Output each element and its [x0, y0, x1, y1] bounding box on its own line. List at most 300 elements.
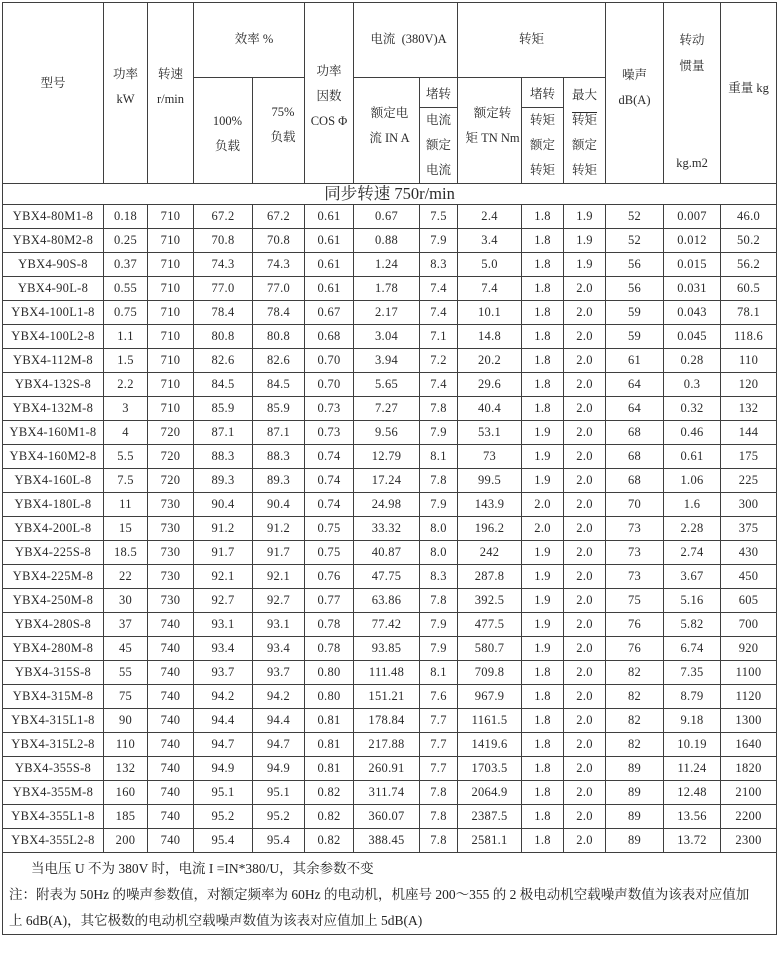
cell-eff-100: 90.4 — [194, 493, 253, 517]
cell-rated-torque-nm: 2.4 — [458, 205, 522, 229]
cell-model: YBX4-90L-8 — [3, 277, 104, 301]
cell-eff-75: 90.4 — [253, 493, 305, 517]
cell-model: YBX4-315L2-8 — [3, 733, 104, 757]
cell-max-torque-ratio: 2.0 — [564, 445, 606, 469]
cell-weight-kg: 60.5 — [721, 277, 777, 301]
cell-noise-db: 75 — [606, 589, 664, 613]
cell-rated-torque-nm: 14.8 — [458, 325, 522, 349]
cell-eff-100: 67.2 — [194, 205, 253, 229]
cell-lr-current-ratio: 7.4 — [420, 301, 458, 325]
table-row — [3, 589, 777, 613]
cell-eff-100: 94.9 — [194, 757, 253, 781]
power-label: 功率 — [112, 67, 138, 81]
cell-power-kw: 110 — [104, 733, 148, 757]
cell-lr-torque-ratio: 1.8 — [522, 685, 564, 709]
cell-lr-torque-ratio: 1.9 — [522, 421, 564, 445]
cell-lr-current-ratio: 7.9 — [420, 493, 458, 517]
cell-max-torque-ratio: 2.0 — [564, 685, 606, 709]
cell-weight-kg: 50.2 — [721, 229, 777, 253]
cell-rated-current-a: 0.67 — [354, 205, 420, 229]
cell-model: YBX4-160L-8 — [3, 469, 104, 493]
cell-lr-torque-ratio: 1.8 — [522, 277, 564, 301]
cell-speed-rpm: 730 — [148, 517, 194, 541]
cell-eff-100: 93.4 — [194, 637, 253, 661]
cell-cos-phi: 0.82 — [305, 829, 354, 853]
cell-rated-current-a: 111.48 — [354, 661, 420, 685]
col-header-max-torque-ratio: 最大 转矩 额定 转矩 — [564, 78, 606, 184]
table-row — [3, 613, 777, 637]
cell-rated-torque-nm: 2387.5 — [458, 805, 522, 829]
cell-eff-75: 93.1 — [253, 613, 305, 637]
cell-rated-current-a: 47.75 — [354, 565, 420, 589]
cell-model: YBX4-355L2-8 — [3, 829, 104, 853]
cell-model: YBX4-315M-8 — [3, 685, 104, 709]
cell-max-torque-ratio: 2.0 — [564, 757, 606, 781]
cell-eff-75: 94.7 — [253, 733, 305, 757]
cell-weight-kg: 700 — [721, 613, 777, 637]
col-header-model: 型号 — [3, 3, 104, 184]
cell-inertia-kgm2: 0.32 — [664, 397, 721, 421]
cell-weight-kg: 2300 — [721, 829, 777, 853]
cell-model: YBX4-90S-8 — [3, 253, 104, 277]
cell-eff-75: 91.2 — [253, 517, 305, 541]
cell-power-kw: 4 — [104, 421, 148, 445]
cell-cos-phi: 0.80 — [305, 661, 354, 685]
cell-weight-kg: 1100 — [721, 661, 777, 685]
cell-lr-torque-ratio: 1.8 — [522, 229, 564, 253]
cell-eff-100: 93.1 — [194, 613, 253, 637]
cell-eff-75: 78.4 — [253, 301, 305, 325]
cell-rated-current-a: 9.56 — [354, 421, 420, 445]
cell-model: YBX4-355L1-8 — [3, 805, 104, 829]
cell-rated-current-a: 260.91 — [354, 757, 420, 781]
col-header-load-75: 75% 负载 — [253, 78, 305, 184]
cell-rated-torque-nm: 967.9 — [458, 685, 522, 709]
cell-eff-100: 87.1 — [194, 421, 253, 445]
cell-eff-100: 74.3 — [194, 253, 253, 277]
cell-cos-phi: 0.67 — [305, 301, 354, 325]
cell-cos-phi: 0.78 — [305, 637, 354, 661]
speed-label: 转速 — [157, 67, 183, 81]
cell-weight-kg: 46.0 — [721, 205, 777, 229]
cell-power-kw: 160 — [104, 781, 148, 805]
cell-eff-75: 95.4 — [253, 829, 305, 853]
cell-inertia-kgm2: 0.28 — [664, 349, 721, 373]
cell-power-kw: 22 — [104, 565, 148, 589]
cell-eff-100: 95.1 — [194, 781, 253, 805]
cell-eff-75: 85.9 — [253, 397, 305, 421]
cell-rated-current-a: 217.88 — [354, 733, 420, 757]
cell-weight-kg: 1300 — [721, 709, 777, 733]
note-line-2: 注：附表为 50Hz 的噪声参数值，对额定频率为 60Hz 的电动机，机座号 200～355 的 2 极电动机空载噪声数值为该表对应值加 — [9, 887, 750, 902]
cell-model: YBX4-200L-8 — [3, 517, 104, 541]
cell-noise-db: 76 — [606, 613, 664, 637]
cell-weight-kg: 120 — [721, 373, 777, 397]
cell-model: YBX4-280S-8 — [3, 613, 104, 637]
cell-rated-current-a: 178.84 — [354, 709, 420, 733]
cell-max-torque-ratio: 2.0 — [564, 781, 606, 805]
cell-rated-torque-nm: 20.2 — [458, 349, 522, 373]
cell-rated-torque-nm: 580.7 — [458, 637, 522, 661]
cell-cos-phi: 0.81 — [305, 757, 354, 781]
motor-spec-table — [2, 2, 777, 935]
cell-lr-current-ratio: 7.8 — [420, 829, 458, 853]
table-row — [3, 205, 777, 229]
cell-eff-75: 95.2 — [253, 805, 305, 829]
cell-speed-rpm: 710 — [148, 253, 194, 277]
cell-eff-100: 92.7 — [194, 589, 253, 613]
cell-lr-torque-ratio: 2.0 — [522, 517, 564, 541]
cell-inertia-kgm2: 8.79 — [664, 685, 721, 709]
cell-eff-75: 89.3 — [253, 469, 305, 493]
cell-noise-db: 52 — [606, 205, 664, 229]
table-row — [3, 421, 777, 445]
table-row — [3, 709, 777, 733]
cell-rated-torque-nm: 2064.9 — [458, 781, 522, 805]
inertia-label: 转动 惯量 — [679, 33, 705, 73]
cell-noise-db: 68 — [606, 445, 664, 469]
cell-speed-rpm: 740 — [148, 829, 194, 853]
table-row — [3, 493, 777, 517]
cell-weight-kg: 175 — [721, 445, 777, 469]
cell-power-kw: 15 — [104, 517, 148, 541]
cell-lr-current-ratio: 7.9 — [420, 229, 458, 253]
cell-power-kw: 1.1 — [104, 325, 148, 349]
cell-cos-phi: 0.74 — [305, 493, 354, 517]
cell-weight-kg: 300 — [721, 493, 777, 517]
cell-cos-phi: 0.80 — [305, 685, 354, 709]
cell-rated-current-a: 5.65 — [354, 373, 420, 397]
table-row — [3, 517, 777, 541]
cell-eff-100: 77.0 — [194, 277, 253, 301]
cell-noise-db: 89 — [606, 829, 664, 853]
cell-model: YBX4-160M2-8 — [3, 445, 104, 469]
cell-model: YBX4-355S-8 — [3, 757, 104, 781]
cell-cos-phi: 0.68 — [305, 325, 354, 349]
cell-noise-db: 64 — [606, 397, 664, 421]
col-group-current: 电流 (380V)A — [354, 3, 458, 78]
cell-rated-torque-nm: 3.4 — [458, 229, 522, 253]
cell-max-torque-ratio: 2.0 — [564, 565, 606, 589]
cell-rated-current-a: 388.45 — [354, 829, 420, 853]
cell-eff-100: 82.6 — [194, 349, 253, 373]
cell-rated-current-a: 24.98 — [354, 493, 420, 517]
cell-inertia-kgm2: 6.74 — [664, 637, 721, 661]
cell-eff-100: 78.4 — [194, 301, 253, 325]
cell-noise-db: 70 — [606, 493, 664, 517]
cell-rated-torque-nm: 392.5 — [458, 589, 522, 613]
table-row — [3, 373, 777, 397]
cell-max-torque-ratio: 2.0 — [564, 661, 606, 685]
col-header-noise — [606, 3, 664, 184]
cell-speed-rpm: 730 — [148, 589, 194, 613]
cell-speed-rpm: 710 — [148, 229, 194, 253]
cell-lr-current-ratio: 7.7 — [420, 757, 458, 781]
cell-lr-torque-ratio: 1.9 — [522, 541, 564, 565]
pf-line1: 功率 — [316, 63, 342, 78]
cell-rated-torque-nm: 7.4 — [458, 277, 522, 301]
col-header-speed — [148, 3, 194, 184]
cell-rated-current-a: 7.27 — [354, 397, 420, 421]
cell-rated-torque-nm: 1419.6 — [458, 733, 522, 757]
cell-eff-75: 87.1 — [253, 421, 305, 445]
cell-rated-torque-nm: 40.4 — [458, 397, 522, 421]
cell-cos-phi: 0.73 — [305, 421, 354, 445]
cell-lr-torque-ratio: 1.8 — [522, 253, 564, 277]
cell-lr-torque-ratio: 1.8 — [522, 757, 564, 781]
cell-rated-torque-nm: 1703.5 — [458, 757, 522, 781]
cell-max-torque-ratio: 2.0 — [564, 493, 606, 517]
cell-lr-torque-ratio: 1.9 — [522, 589, 564, 613]
cell-inertia-kgm2: 0.012 — [664, 229, 721, 253]
table-row — [3, 685, 777, 709]
cell-rated-current-a: 1.24 — [354, 253, 420, 277]
cell-model: YBX4-180L-8 — [3, 493, 104, 517]
cell-inertia-kgm2: 10.19 — [664, 733, 721, 757]
cell-cos-phi: 0.75 — [305, 517, 354, 541]
cell-speed-rpm: 730 — [148, 541, 194, 565]
cell-noise-db: 64 — [606, 373, 664, 397]
cell-eff-75: 93.4 — [253, 637, 305, 661]
notes-row — [3, 853, 777, 935]
cell-lr-torque-ratio: 1.8 — [522, 373, 564, 397]
cell-model: YBX4-132S-8 — [3, 373, 104, 397]
cell-noise-db: 89 — [606, 805, 664, 829]
cell-cos-phi: 0.82 — [305, 805, 354, 829]
cell-inertia-kgm2: 0.61 — [664, 445, 721, 469]
cell-rated-current-a: 151.21 — [354, 685, 420, 709]
col-header-locked-rotor-torque-ratio: 堵转 转矩 额定 转矩 — [522, 78, 564, 184]
cell-rated-current-a: 311.74 — [354, 781, 420, 805]
cell-max-torque-ratio: 2.0 — [564, 541, 606, 565]
cell-power-kw: 45 — [104, 637, 148, 661]
cell-inertia-kgm2: 0.045 — [664, 325, 721, 349]
cell-max-torque-ratio: 2.0 — [564, 589, 606, 613]
cell-eff-75: 92.1 — [253, 565, 305, 589]
cell-noise-db: 68 — [606, 469, 664, 493]
power-unit: kW — [116, 92, 135, 106]
cell-rated-current-a: 17.24 — [354, 469, 420, 493]
cell-weight-kg: 1120 — [721, 685, 777, 709]
cell-cos-phi: 0.70 — [305, 349, 354, 373]
table-header — [3, 3, 777, 184]
cell-lr-current-ratio: 7.1 — [420, 325, 458, 349]
cell-model: YBX4-160M1-8 — [3, 421, 104, 445]
cell-speed-rpm: 740 — [148, 781, 194, 805]
cell-cos-phi: 0.81 — [305, 733, 354, 757]
cell-max-torque-ratio: 2.0 — [564, 325, 606, 349]
cell-max-torque-ratio: 2.0 — [564, 397, 606, 421]
cell-weight-kg: 605 — [721, 589, 777, 613]
cell-lr-torque-ratio: 1.8 — [522, 805, 564, 829]
cell-model: YBX4-250M-8 — [3, 589, 104, 613]
col-header-power-factor — [305, 3, 354, 184]
cell-cos-phi: 0.74 — [305, 445, 354, 469]
table-row — [3, 541, 777, 565]
cell-weight-kg: 430 — [721, 541, 777, 565]
cell-max-torque-ratio: 2.0 — [564, 517, 606, 541]
cell-lr-current-ratio: 7.5 — [420, 205, 458, 229]
notes-cell — [3, 853, 777, 935]
cell-noise-db: 82 — [606, 661, 664, 685]
cell-cos-phi: 0.75 — [305, 541, 354, 565]
cell-cos-phi: 0.61 — [305, 229, 354, 253]
cell-speed-rpm: 740 — [148, 637, 194, 661]
cell-speed-rpm: 740 — [148, 661, 194, 685]
cell-eff-100: 95.2 — [194, 805, 253, 829]
cell-model: YBX4-100L1-8 — [3, 301, 104, 325]
cell-eff-75: 94.9 — [253, 757, 305, 781]
cell-weight-kg: 225 — [721, 469, 777, 493]
cell-lr-current-ratio: 8.1 — [420, 445, 458, 469]
table-row — [3, 253, 777, 277]
cell-power-kw: 18.5 — [104, 541, 148, 565]
cell-rated-current-a: 63.86 — [354, 589, 420, 613]
cell-noise-db: 82 — [606, 685, 664, 709]
col-header-rated-torque: 额定转 矩 TN Nm — [458, 78, 522, 184]
cell-power-kw: 200 — [104, 829, 148, 853]
cell-speed-rpm: 720 — [148, 445, 194, 469]
cell-lr-current-ratio: 8.3 — [420, 565, 458, 589]
table-row — [3, 301, 777, 325]
cell-model: YBX4-315L1-8 — [3, 709, 104, 733]
cell-max-torque-ratio: 2.0 — [564, 421, 606, 445]
cell-lr-torque-ratio: 1.8 — [522, 205, 564, 229]
cell-rated-torque-nm: 196.2 — [458, 517, 522, 541]
cell-noise-db: 73 — [606, 541, 664, 565]
cell-power-kw: 132 — [104, 757, 148, 781]
cell-inertia-kgm2: 1.06 — [664, 469, 721, 493]
cell-power-kw: 37 — [104, 613, 148, 637]
cell-lr-current-ratio: 7.4 — [420, 277, 458, 301]
cell-speed-rpm: 710 — [148, 325, 194, 349]
cell-eff-75: 94.2 — [253, 685, 305, 709]
cell-eff-100: 84.5 — [194, 373, 253, 397]
cell-eff-100: 89.3 — [194, 469, 253, 493]
cell-cos-phi: 0.61 — [305, 277, 354, 301]
cell-speed-rpm: 740 — [148, 613, 194, 637]
table-row — [3, 469, 777, 493]
cell-max-torque-ratio: 2.0 — [564, 805, 606, 829]
cell-model: YBX4-355M-8 — [3, 781, 104, 805]
cell-max-torque-ratio: 2.0 — [564, 277, 606, 301]
cell-eff-75: 70.8 — [253, 229, 305, 253]
cell-lr-torque-ratio: 1.8 — [522, 301, 564, 325]
cell-max-torque-ratio: 2.0 — [564, 733, 606, 757]
cell-lr-current-ratio: 7.8 — [420, 589, 458, 613]
cell-max-torque-ratio: 2.0 — [564, 829, 606, 853]
cell-weight-kg: 118.6 — [721, 325, 777, 349]
cell-max-torque-ratio: 1.9 — [564, 229, 606, 253]
cell-power-kw: 2.2 — [104, 373, 148, 397]
cell-speed-rpm: 740 — [148, 709, 194, 733]
cell-speed-rpm: 710 — [148, 349, 194, 373]
cell-inertia-kgm2: 7.35 — [664, 661, 721, 685]
cell-inertia-kgm2: 0.031 — [664, 277, 721, 301]
cell-power-kw: 55 — [104, 661, 148, 685]
cell-noise-db: 68 — [606, 421, 664, 445]
cell-speed-rpm: 730 — [148, 493, 194, 517]
cell-weight-kg: 2100 — [721, 781, 777, 805]
cell-lr-current-ratio: 7.7 — [420, 709, 458, 733]
cell-lr-torque-ratio: 1.9 — [522, 565, 564, 589]
cell-inertia-kgm2: 0.015 — [664, 253, 721, 277]
cell-lr-current-ratio: 7.4 — [420, 373, 458, 397]
cell-inertia-kgm2: 3.67 — [664, 565, 721, 589]
cell-speed-rpm: 720 — [148, 469, 194, 493]
cell-model: YBX4-280M-8 — [3, 637, 104, 661]
cell-inertia-kgm2: 2.28 — [664, 517, 721, 541]
cell-rated-torque-nm: 709.8 — [458, 661, 522, 685]
cell-rated-torque-nm: 73 — [458, 445, 522, 469]
cell-eff-100: 88.3 — [194, 445, 253, 469]
cell-noise-db: 82 — [606, 709, 664, 733]
table-row — [3, 781, 777, 805]
speed-unit: r/min — [156, 92, 185, 106]
table-row — [3, 637, 777, 661]
cell-lr-current-ratio: 7.8 — [420, 781, 458, 805]
cell-rated-current-a: 40.87 — [354, 541, 420, 565]
table-row — [3, 229, 777, 253]
cell-max-torque-ratio: 1.9 — [564, 253, 606, 277]
cell-eff-75: 93.7 — [253, 661, 305, 685]
cell-max-torque-ratio: 1.9 — [564, 205, 606, 229]
cell-max-torque-ratio: 2.0 — [564, 349, 606, 373]
cell-eff-100: 91.7 — [194, 541, 253, 565]
cell-speed-rpm: 710 — [148, 205, 194, 229]
cell-rated-current-a: 93.85 — [354, 637, 420, 661]
table-row — [3, 829, 777, 853]
cell-model: YBX4-80M1-8 — [3, 205, 104, 229]
cell-lr-current-ratio: 7.9 — [420, 421, 458, 445]
cell-speed-rpm: 710 — [148, 301, 194, 325]
cell-power-kw: 7.5 — [104, 469, 148, 493]
cell-lr-current-ratio: 7.9 — [420, 613, 458, 637]
cell-lr-torque-ratio: 1.9 — [522, 469, 564, 493]
cell-noise-db: 56 — [606, 253, 664, 277]
cell-rated-current-a: 3.04 — [354, 325, 420, 349]
noise-label: 噪声 — [622, 68, 648, 82]
cell-model: YBX4-112M-8 — [3, 349, 104, 373]
cell-speed-rpm: 710 — [148, 373, 194, 397]
cell-inertia-kgm2: 0.043 — [664, 301, 721, 325]
cell-rated-current-a: 2.17 — [354, 301, 420, 325]
cell-eff-100: 95.4 — [194, 829, 253, 853]
cell-cos-phi: 0.76 — [305, 565, 354, 589]
cell-rated-current-a: 0.88 — [354, 229, 420, 253]
cell-weight-kg: 144 — [721, 421, 777, 445]
cell-power-kw: 1.5 — [104, 349, 148, 373]
cell-rated-torque-nm: 1161.5 — [458, 709, 522, 733]
cell-inertia-kgm2: 9.18 — [664, 709, 721, 733]
cell-weight-kg: 110 — [721, 349, 777, 373]
cell-power-kw: 0.18 — [104, 205, 148, 229]
cell-rated-torque-nm: 242 — [458, 541, 522, 565]
cell-eff-100: 94.7 — [194, 733, 253, 757]
cell-noise-db: 52 — [606, 229, 664, 253]
cell-eff-100: 85.9 — [194, 397, 253, 421]
noise-unit: dB(A) — [618, 93, 651, 107]
col-header-rated-current: 额定电 流 IN A — [354, 78, 420, 184]
cell-speed-rpm: 740 — [148, 685, 194, 709]
cell-rated-torque-nm: 99.5 — [458, 469, 522, 493]
cell-lr-current-ratio: 7.6 — [420, 685, 458, 709]
col-group-efficiency: 效率 % — [194, 3, 305, 78]
cell-rated-current-a: 1.78 — [354, 277, 420, 301]
cell-inertia-kgm2: 5.82 — [664, 613, 721, 637]
cell-lr-torque-ratio: 1.8 — [522, 781, 564, 805]
cell-rated-torque-nm: 10.1 — [458, 301, 522, 325]
